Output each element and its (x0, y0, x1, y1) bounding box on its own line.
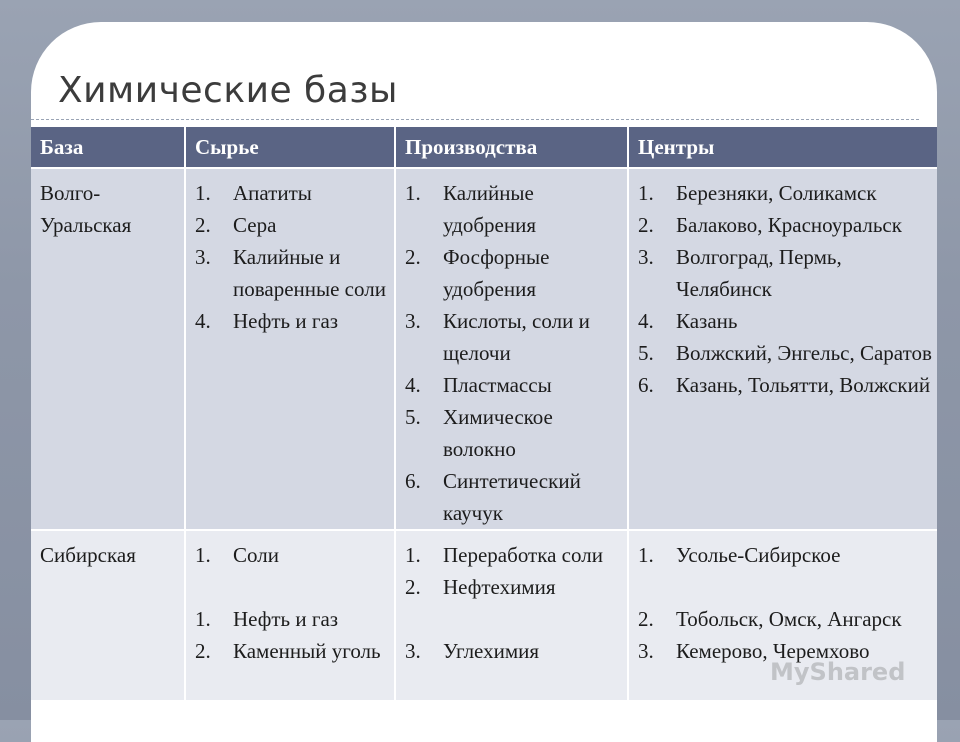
title-divider (31, 119, 919, 120)
list-item: 2. Балаково, Красноуральск (638, 213, 902, 237)
cell-raw (185, 530, 395, 700)
cell-base (31, 530, 185, 700)
list-item: 1. Соли (195, 543, 279, 567)
header-centers: Центры (628, 127, 937, 168)
list-item: 2. Нефтехимия (405, 575, 556, 599)
header-production: Производства (395, 127, 628, 168)
list-item: 3. Кемерово, Черемхово (638, 639, 870, 663)
list-item: 4. Казань (638, 309, 738, 333)
cell-raw (185, 168, 395, 530)
list-item: 1. Переработка соли (405, 543, 603, 567)
base-name: Волго-Уральская (40, 181, 132, 237)
cell-production (395, 530, 628, 700)
list-item: 6. Синтетический каучук (405, 469, 581, 525)
cell-base (31, 168, 185, 530)
header-base: База (31, 127, 185, 168)
chemical-bases-table (31, 127, 937, 700)
list-item: 5. Химическое волокно (405, 405, 553, 461)
list-item: 3. Углехимия (405, 639, 540, 663)
list-item: 1. Усолье-Сибирское (638, 543, 841, 567)
list-item: 4. Пластмассы (405, 373, 552, 397)
cell-centers (628, 168, 937, 530)
list-item: 4. Нефть и газ (195, 309, 339, 333)
list-item: 3. Волгоград, Пермь, Челябинск (638, 245, 842, 301)
header-raw: Сырье (185, 127, 395, 168)
list-item: 1. Апатиты (195, 181, 312, 205)
list-item: 2. Каменный уголь (195, 639, 381, 663)
table-row (31, 168, 937, 530)
list-item: 2. Тобольск, Омск, Ангарск (638, 607, 902, 631)
list-item: 3. Кислоты, соли и щелочи (405, 309, 590, 365)
list-item: 1. Березняки, Соликамск (638, 181, 877, 205)
list-item: 1. Калийные удобрения (405, 181, 537, 237)
list-item: 2. Сера (195, 213, 277, 237)
base-name: Сибирская (40, 543, 136, 567)
list-item: 6. Казань, Тольятти, Волжский (638, 373, 931, 397)
table-header-row (31, 127, 937, 168)
list-item: 3. Калийные и поваренные соли (195, 245, 386, 301)
watermark-logo: MyShared (770, 658, 906, 686)
list-item: 1. Нефть и газ (195, 607, 339, 631)
cell-production (395, 168, 628, 530)
slide-title: Химические базы (58, 70, 398, 111)
list-item: 5. Волжский, Энгельс, Саратов (638, 341, 932, 365)
list-item: 2. Фосфорные удобрения (405, 245, 550, 301)
